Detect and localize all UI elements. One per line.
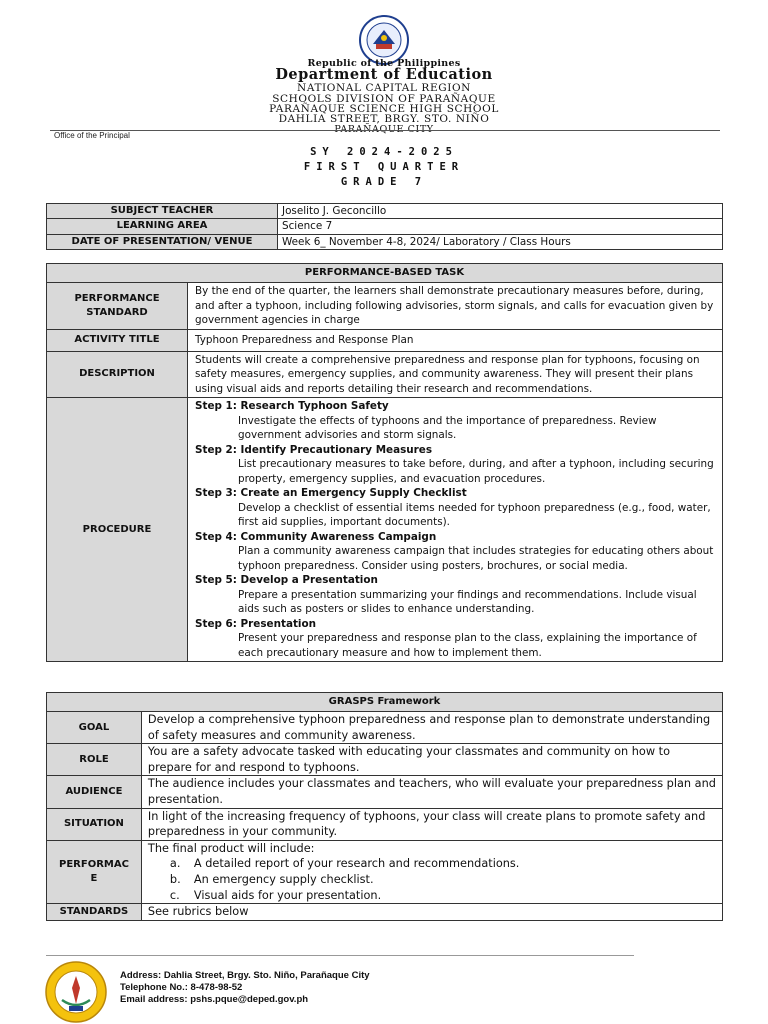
step-title: Step 3: Create an Emergency Supply Checklist bbox=[195, 487, 467, 499]
procedure-step bbox=[195, 530, 716, 574]
table-row bbox=[47, 693, 723, 712]
goal-label: GOAL bbox=[47, 712, 142, 744]
step-title: Step 5: Develop a Presentation bbox=[195, 574, 378, 586]
office-label: Office of the Principal bbox=[54, 131, 130, 140]
list-marker: c. bbox=[169, 888, 180, 902]
standards-label: STANDARDS bbox=[47, 904, 142, 921]
performance-standard-value: By the end of the quarter, the learners shall demonstrate precautionary measures before, during, and after a typhoon, including following advisories, storm signals, and calls for evacuation given by government agencies in charge bbox=[188, 283, 723, 330]
table-row bbox=[47, 219, 723, 234]
performance-list bbox=[148, 856, 716, 903]
table-row bbox=[47, 351, 723, 398]
date-venue-value: Week 6_ November 4-8, 2024/ Laboratory / Class Hours bbox=[278, 234, 723, 249]
email-value[interactable]: pshs.pque@deped.gov.ph bbox=[190, 994, 309, 1005]
school-seal-logo bbox=[44, 960, 108, 1024]
role-label: ROLE bbox=[47, 744, 142, 776]
table-row bbox=[47, 329, 723, 351]
city-text: PARAÑAQUE CITY bbox=[334, 124, 434, 135]
table-row bbox=[47, 283, 723, 330]
school-text: PARAÑAQUE SCIENCE HIGH SCHOOL bbox=[269, 103, 499, 115]
republic-text: Republic of the Philippines bbox=[307, 58, 461, 69]
table-row bbox=[47, 744, 723, 776]
date-venue-label: DATE OF PRESENTATION/ VENUE bbox=[47, 234, 278, 249]
info-table bbox=[46, 203, 723, 250]
footer-divider bbox=[46, 955, 634, 956]
department-name: Department of Education bbox=[275, 66, 493, 83]
situation-label: SITUATION bbox=[47, 808, 142, 840]
header-divider bbox=[50, 130, 720, 131]
region-text: NATIONAL CAPITAL REGION bbox=[297, 82, 471, 94]
list-text: An emergency supply checklist. bbox=[193, 872, 374, 886]
step-body: Develop a checklist of essential items needed for typhoon preparedness (e.g., food, water, first aid supplies, important documents). bbox=[238, 501, 711, 528]
audience-label: AUDIENCE bbox=[47, 776, 142, 808]
role-value: You are a safety advocate tasked with educating your classmates and community on how to prepare for and respond to typhoons. bbox=[141, 744, 722, 776]
activity-title-value: Typhoon Preparedness and Response Plan bbox=[188, 329, 723, 351]
procedure-step bbox=[195, 486, 716, 530]
division-text: SCHOOLS DIVISION OF PARAÑAQUE bbox=[272, 93, 496, 105]
subject-teacher-label: SUBJECT TEACHER bbox=[47, 204, 278, 219]
phone-value: 8-478-98-52 bbox=[190, 982, 243, 993]
standards-value: See rubrics below bbox=[141, 904, 722, 921]
step-body: Plan a community awareness campaign that includes strategies for educating others about typhoon preparedness. Consider using posters, brochures, or social media. bbox=[238, 545, 714, 572]
step-title: Step 4: Community Awareness Campaign bbox=[195, 530, 437, 543]
step-body: Investigate the effects of typhoons and the importance of preparedness. Review government advisories and storm signals. bbox=[238, 414, 657, 441]
learning-area-label: LEARNING AREA bbox=[47, 219, 278, 234]
table-row bbox=[47, 234, 723, 249]
activity-title-label: ACTIVITY TITLE bbox=[47, 329, 188, 351]
step-title: Step 1: Research Typhoon Safety bbox=[195, 400, 389, 412]
subject-teacher-value: Joselito J. Geconcillo bbox=[278, 204, 723, 219]
learning-area-value: Science 7 bbox=[278, 219, 723, 234]
table-row bbox=[47, 204, 723, 219]
performance-task-table bbox=[46, 263, 723, 662]
school-year-title: SY 2024-2025 bbox=[310, 146, 458, 158]
procedure-steps bbox=[188, 398, 723, 662]
performance-standard-label: PERFORMANCE STANDARD bbox=[47, 283, 188, 330]
table-row bbox=[47, 398, 723, 662]
email-label: Email address: bbox=[120, 994, 188, 1005]
step-title: Step 6: Presentation bbox=[195, 617, 317, 630]
list-item bbox=[148, 856, 716, 872]
step-body: Prepare a presentation summarizing your findings and recommendations. Include visual aids such as posters or slides to enhance understanding. bbox=[238, 588, 697, 615]
grasps-table bbox=[46, 692, 723, 921]
description-value: Students will create a comprehensive preparedness and response plan for typhoons, focusing on safety measures, emergency supplies, and community awareness. They will present their plans using visual aids and reports detailing their research and recommendations. bbox=[188, 351, 723, 398]
situation-value: In light of the increasing frequency of typhoons, your class will create plans to promote safety and preparedness in your community. bbox=[141, 808, 722, 840]
step-body: List precautionary measures to take before, during, and after a typhoon, including securing property, emergency supplies, and evacuation procedures. bbox=[238, 458, 714, 485]
description-label: DESCRIPTION bbox=[47, 351, 188, 398]
table-row bbox=[47, 712, 723, 744]
grade-title: GRADE 7 bbox=[340, 176, 428, 188]
performance-intro: The final product will include: bbox=[147, 841, 315, 855]
footer-phone bbox=[120, 982, 242, 994]
list-text: Visual aids for your presentation. bbox=[193, 888, 382, 902]
footer-address bbox=[120, 970, 370, 982]
step-title: Step 2: Identify Precautionary Measures bbox=[195, 443, 433, 456]
list-marker: a. bbox=[169, 857, 181, 871]
address-value: Dahlia Street, Brgy. Sto. Niño, Parañaque City bbox=[163, 970, 370, 981]
quarter-title: FIRST QUARTER bbox=[303, 161, 465, 173]
address-label: Address: bbox=[120, 970, 162, 981]
street-text: DAHLIA STREET, BRGY. STO. NIÑO bbox=[278, 113, 490, 125]
audience-value: The audience includes your classmates and teachers, who will evaluate your preparedness plan and presentation. bbox=[141, 776, 722, 808]
grasps-heading: GRASPS Framework bbox=[47, 693, 723, 712]
table-row bbox=[47, 904, 723, 921]
list-marker: b. bbox=[169, 872, 181, 886]
phone-label: Telephone No.: bbox=[120, 982, 188, 993]
procedure-step bbox=[195, 399, 716, 443]
performance-value bbox=[141, 840, 722, 903]
list-item bbox=[148, 872, 716, 888]
table-row bbox=[47, 808, 723, 840]
procedure-step bbox=[195, 443, 716, 487]
procedure-step bbox=[195, 617, 716, 661]
procedure-label: PROCEDURE bbox=[47, 398, 188, 662]
footer-email bbox=[120, 994, 308, 1006]
performance-task-heading: PERFORMANCE-BASED TASK bbox=[47, 264, 723, 283]
step-body: Present your preparedness and response plan to the class, explaining the importance of each precautionary measure and how to implement them. bbox=[238, 632, 697, 659]
table-row bbox=[47, 840, 723, 903]
list-text: A detailed report of your research and recommendations. bbox=[193, 857, 520, 871]
goal-value: Develop a comprehensive typhoon preparedness and response plan to demonstrate understanding of safety measures and community awareness. bbox=[141, 712, 722, 744]
list-item bbox=[148, 888, 716, 904]
table-row bbox=[47, 776, 723, 808]
table-row bbox=[47, 264, 723, 283]
procedure-step bbox=[195, 573, 716, 617]
performance-label: PERFORMAC E bbox=[47, 840, 142, 903]
